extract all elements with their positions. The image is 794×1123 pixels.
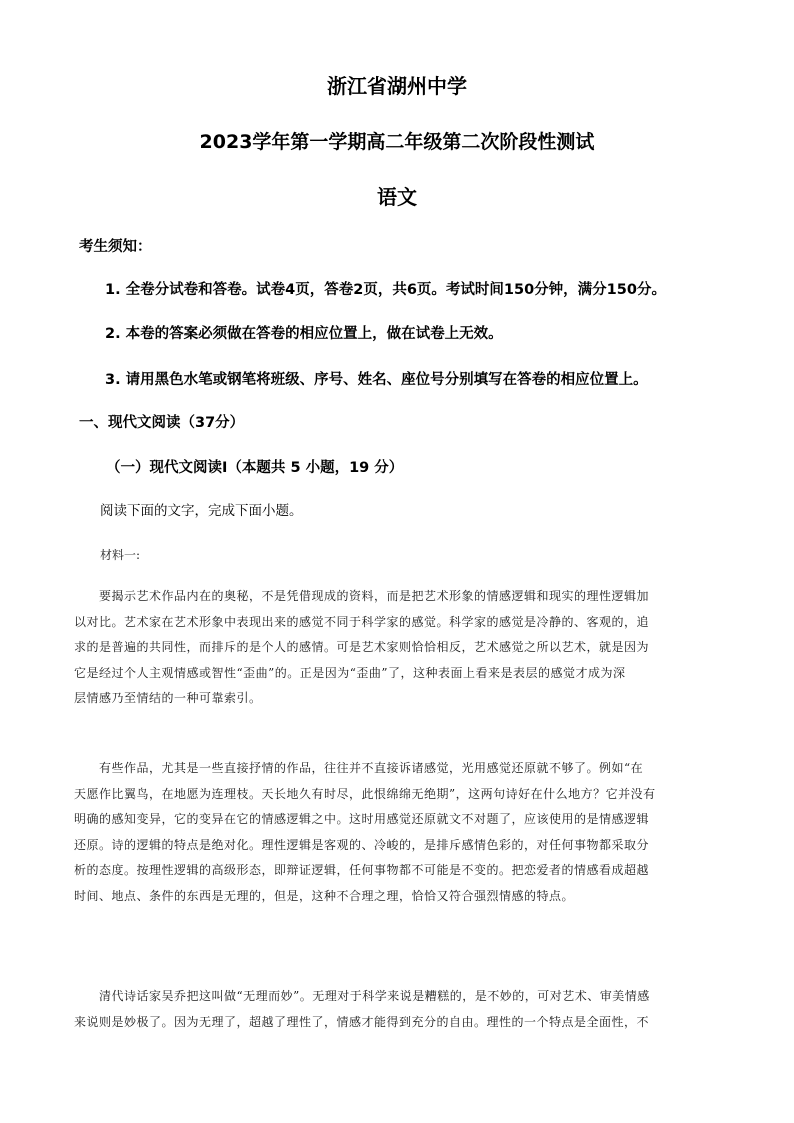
subsection-heading: （一）现代文阅读Ⅰ（本题共 5 小题，19 分） (106, 460, 404, 476)
notice-heading: 考生须知： (79, 239, 152, 255)
passage-line: 来说则是妙极了。因为无理了，超越了理性了，情感才能得到充分的自由。理性的一个特点是全面性，不 (74, 1014, 650, 1029)
subject-title: 语文 (377, 185, 417, 209)
school-name: 浙江省湖州中学 (327, 74, 467, 98)
exam-title: 2023学年第一学期高二年级第二次阶段性测试 (199, 131, 595, 153)
passage-line: 以对比。艺术家在艺术形象中表现出来的感觉不同于科学家的感觉。科学家的感觉是冷静的、客观的，追 (74, 614, 650, 629)
notice-item: 2. 本卷的答案必须做在答卷的相应位置上，做在试卷上无效。 (105, 326, 503, 342)
notice-item: 3. 请用黑色水笔或钢笔将班级、序号、姓名、座位号分别填写在答卷的相应位置上。 (105, 372, 648, 388)
notice-item: 1. 全卷分试卷和答卷。试卷4页，答卷2页，共6页。考试时间150分钟，满分150分。 (105, 282, 666, 298)
passage-line: 清代诗话家吴乔把这叫做“无理而妙”。无理对于科学来说是糟糕的，是不妙的，可对艺术、审美情感 (74, 989, 650, 1003)
section-heading: 一、现代文阅读（37分） (79, 415, 245, 431)
passage-line: 明确的感知变异，它的变异在它的情感逻辑之中。这时用感觉还原就文不对题了，应该使用的是情感逻辑 (74, 812, 650, 826)
passage-paragraph (74, 756, 720, 909)
passage-line: 时间、地点、条件的东西是无理的，但是，这种不合理之理，恰恰又符合强烈情感的特点。 (74, 888, 575, 903)
passage-paragraph (74, 984, 720, 1035)
passage-line: 还原。诗的逻辑的特点是绝对化。理性逻辑是客观的、冷峻的，是排斥感情色彩的，对任何事物都采取分 (74, 837, 650, 852)
passage-line: 它是经过个人主观情感或智性“歪曲”的。正是因为“歪曲”了，这种表面上看来是表层的感觉才成为深 (74, 665, 626, 680)
passage-line: 有些作品，尤其是一些直接抒情的作品，往往并不直接诉诸感觉，光用感觉还原就不够了。例如“在 (74, 761, 644, 775)
passage-line: 层情感乃至情结的一种可靠索引。 (74, 691, 262, 705)
passage-line: 求的是普遍的共同性，而排斥的是个人的感情。可是艺术家则恰恰相反，艺术感觉之所以艺术，就是因为 (74, 640, 650, 654)
material-label: 材料一: (100, 548, 141, 562)
passage-line: 析的态度。按理性逻辑的高级形态，即辩证逻辑，任何事物都不可能是不变的。把恋爱者的情感看成超越 (74, 863, 650, 877)
passage-line: 要揭示艺术作品内在的奥秘，不是凭借现成的资料，而是把艺术形象的情感逻辑和现实的理性逻辑加 (74, 589, 650, 603)
passage-paragraph (74, 584, 720, 712)
reading-instruction: 阅读下面的文字，完成下面小题。 (100, 503, 303, 519)
passage-line: 天愿作比翼鸟，在地愿为连理枝。天长地久有时尽，此恨绵绵无绝期”，这两句诗好在什么地方？它并没有 (74, 786, 656, 801)
